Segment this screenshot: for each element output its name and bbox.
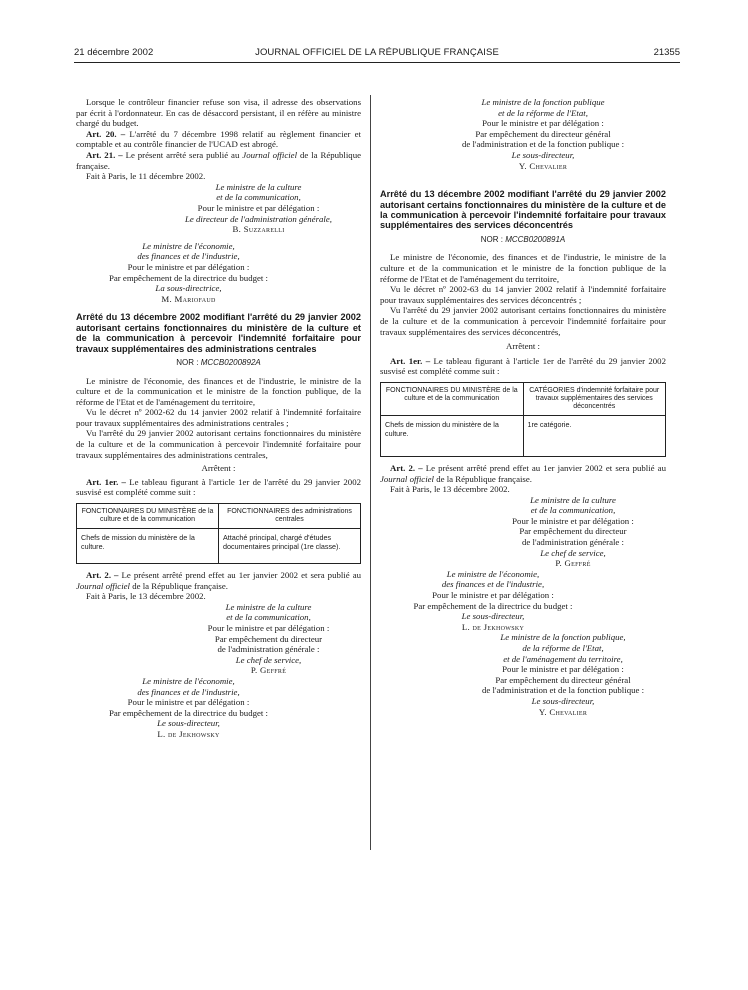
sig-line: Par empêchement de la directrice du budget : xyxy=(413,600,573,611)
sig-line: Le chef de service, xyxy=(540,547,606,558)
article-text: Le tableau figurant à l'article 1er de l'arrêté du 29 janvier 2002 susvisé est complété comme suit : xyxy=(76,476,361,498)
sig-line: La sous-directrice, xyxy=(155,283,222,294)
paragraph: Vu le décret nº 2002-62 du 14 janvier 2002 relatif à l'indemnité forfaitaire pour travaux supplémentaires des administrations centrales ; xyxy=(76,407,361,428)
signatory-name: M. Mariofaud xyxy=(161,293,216,304)
signatory-name: Y. Chevalier xyxy=(518,160,568,171)
sig-line: Par empêchement du directeur général xyxy=(475,128,611,139)
sig-line: Le sous-directeur, xyxy=(511,149,575,160)
table-row xyxy=(77,529,361,564)
signature-block xyxy=(76,241,361,305)
article-text: L'arrêté du 7 décembre 1998 relatif au règlement financier et comptable et au contrôle financier de l'UCAD est abrogé. xyxy=(76,128,362,150)
table-cell: 1re catégorie. xyxy=(523,415,666,456)
article-label: Art. 2. – xyxy=(86,570,119,581)
page-header xyxy=(74,47,680,61)
sig-line: Pour le ministre et par délégation : xyxy=(127,261,250,272)
sig-line: Le ministre de la fonction publique xyxy=(481,97,605,107)
left-column xyxy=(76,97,361,740)
journal-ref: Journal officiel xyxy=(76,580,130,591)
article-1 xyxy=(76,477,361,498)
article-label: Art. 2. – xyxy=(390,462,423,473)
nor-label: NOR : xyxy=(480,234,503,244)
sig-line: des finances et de l'industrie, xyxy=(137,686,240,697)
paragraph: Vu le décret nº 2002-63 du 14 janvier 2002 relatif à l'indemnité forfaitaire pour travaux supplémentaires des services déconcentrés ; xyxy=(380,284,666,305)
nor-label: NOR : xyxy=(176,357,199,367)
sig-line: Pour le ministre et par délégation : xyxy=(127,697,250,708)
sig-line: Pour le ministre et par délégation : xyxy=(207,623,330,633)
table-cell: Attaché principal, chargé d'études documentaires principal (1re classe). xyxy=(219,529,361,564)
sig-line: de la réforme de l'Etat, xyxy=(522,643,604,653)
article-label: Art. 1er. – xyxy=(86,476,126,487)
table-header: CATÉGORIES d'indemnité forfaitaire pour travaux supplémentaires des services déconcentrés xyxy=(523,382,666,415)
decree-title: Arrêté du 13 décembre 2002 modifiant l'arrêté du 29 janvier 2002 autorisant certains fonctionnaires du ministère de la culture et de la communication à percevoir l'indemnité forfaitaire pour travaux supplémentaires des administrations centrales xyxy=(76,312,361,354)
article-text: de la République française. xyxy=(436,473,532,484)
right-column xyxy=(380,97,666,717)
article-text: Le présent arrêté sera publié au xyxy=(125,149,240,160)
arretent: Arrêtent : xyxy=(506,341,540,352)
table-row xyxy=(381,415,666,456)
signatory-name: Y. Chevalier xyxy=(538,706,588,717)
signature-block xyxy=(380,495,666,569)
sig-line: de l'administration générale : xyxy=(522,537,624,548)
header-rule xyxy=(74,62,680,63)
sig-line: Le ministre de la fonction publique, xyxy=(500,632,626,643)
sig-line: Par empêchement de la directrice du budget : xyxy=(108,272,268,283)
article-text: de la République française. xyxy=(76,149,362,171)
sig-line: Le ministre de l'économie, xyxy=(446,568,540,579)
intro-paragraph: Lorsque le contrôleur financier refuse son visa, il adresse des observations par écrit à l'ordonnateur. En cas de désaccord persistant, il en réfère au ministre chargé du budget. xyxy=(76,97,361,129)
article-text: de la République française. xyxy=(132,580,228,591)
sig-line: Le directeur de l'administration générale, xyxy=(185,213,332,224)
sig-line: Le sous-directeur, xyxy=(157,718,220,729)
journal-ref: Journal officiel xyxy=(380,473,434,484)
decree-title: Arrêté du 13 décembre 2002 modifiant l'arrêté du 29 janvier 2002 autorisant certains fonctionnaires du ministère de la culture et de la communication à percevoir l'indemnité forfaitaire pour travaux supplémentaires des services déconcentrés xyxy=(380,189,666,231)
table-cell: Chefs de mission du ministère de la culture. xyxy=(381,415,524,456)
signatory-name: P. Geffré xyxy=(250,665,287,676)
sig-line: Par empêchement de la directrice du budget : xyxy=(108,707,268,718)
header-date: 21 décembre 2002 xyxy=(74,47,154,58)
sig-line: de l'administration et de la fonction publique : xyxy=(461,139,625,150)
signatory-name: L. de Jekhowsky xyxy=(461,621,525,632)
table-header: FONCTIONNAIRES DU MINISTÈRE de la culture et de la communication xyxy=(381,382,524,415)
sig-line: des finances et de l'industrie, xyxy=(441,579,545,590)
sig-line: de l'administration et de la fonction publique : xyxy=(481,685,645,696)
article-text: Le tableau figurant à l'article 1er de l'arrêté du 29 janvier 2002 susvisé est complété comme suit : xyxy=(380,355,666,377)
journal-ref: Journal officiel xyxy=(242,149,298,160)
sig-line: et de la communication, xyxy=(530,505,616,516)
article-label: Art. 1er. – xyxy=(390,355,431,366)
paragraph: Le ministre de l'économie, des finances et de l'industrie, le ministre de la culture et de la communication et le ministre de la fonction publique de la réforme de l'Etat et de l'aménagement du territoire, xyxy=(380,252,666,284)
fait-a-paris: Fait à Paris, le 11 décembre 2002. xyxy=(86,171,206,182)
paragraph: Vu l'arrêté du 29 janvier 2002 autorisant certains fonctionnaires du ministère de la culture et de la communication à percevoir l'indemnité forfaitaire pour travaux supplémentaires des administrations centrales, xyxy=(76,428,361,460)
sig-line: Le ministre de la culture xyxy=(530,494,616,505)
article-label: Art. 21. – xyxy=(86,149,123,160)
paragraph: Vu l'arrêté du 29 janvier 2002 autorisant certains fonctionnaires du ministère de la culture et de la communication à percevoir l'indemnité forfaitaire pour travaux supplémentaires des services déconcentrés, xyxy=(380,305,666,337)
sig-line: des finances et de l'industrie, xyxy=(137,251,240,262)
decree-table xyxy=(76,503,361,564)
table-header: FONCTIONNAIRES des administrations centrales xyxy=(219,504,361,529)
column-divider xyxy=(370,95,371,850)
signatory-name: P. Geffré xyxy=(555,558,591,569)
signature-block xyxy=(380,97,666,171)
sig-line: et de la réforme de l'Etat, xyxy=(498,107,588,118)
article-2 xyxy=(76,570,361,591)
article-text: Le présent arrêté prend effet au 1er janvier 2002 et sera publié au xyxy=(425,462,666,473)
nor-reference xyxy=(380,235,666,246)
sig-line: Par empêchement du directeur général xyxy=(495,674,631,685)
signature-block xyxy=(380,569,666,633)
sig-line: Le ministre de l'économie, xyxy=(142,675,235,686)
arretent: Arrêtent : xyxy=(201,463,236,474)
article-label: Art. 20. – xyxy=(86,128,126,139)
signature-block xyxy=(380,632,666,717)
sig-line: Le sous-directeur, xyxy=(461,611,525,622)
sig-line: Le ministre de la culture xyxy=(225,601,312,612)
decree-table xyxy=(380,382,666,457)
sig-line: Pour le ministre et par délégation : xyxy=(432,590,554,601)
table-cell: Chefs de mission du ministère de la culture. xyxy=(77,529,219,564)
sig-line: Par empêchement du directeur xyxy=(519,526,627,537)
journal-title: JOURNAL OFFICIEL DE LA RÉPUBLIQUE FRANÇAISE xyxy=(255,47,499,58)
fait-a-paris: Fait à Paris, le 13 décembre 2002. xyxy=(86,591,206,602)
sig-line: Le ministre de la culture xyxy=(215,181,302,192)
sig-line: Le chef de service, xyxy=(235,654,302,665)
table-header: FONCTIONNAIRES DU MINISTÈRE de la culture et de la communication xyxy=(77,504,219,529)
signatory-name: B. Suzzarelli xyxy=(232,224,285,235)
paragraph: Le ministre de l'économie, des finances et de l'industrie, le ministre de la culture et de la communication et le ministre de la fonction publique, de la réforme de l'Etat et de l'aménagement du territoire, xyxy=(76,375,361,407)
article-2 xyxy=(380,463,666,484)
signatory-name: L. de Jekhowsky xyxy=(157,728,220,739)
sig-line: Pour le ministre et par délégation : xyxy=(512,515,634,526)
page-number: 21355 xyxy=(653,47,680,58)
sig-line: Par empêchement du directeur xyxy=(214,633,323,644)
nor-reference xyxy=(76,358,361,369)
sig-line: de l'administration générale : xyxy=(217,644,320,655)
signature-block xyxy=(76,602,361,676)
article-text: Le présent arrêté prend effet au 1er janvier 2002 et sera publié au xyxy=(121,570,362,581)
sig-line: et de la communication, xyxy=(226,612,311,623)
sig-line: Pour le ministre et par délégation : xyxy=(482,118,604,129)
sig-line: Le ministre de l'économie, xyxy=(142,240,235,251)
sig-line: et de la communication, xyxy=(216,192,301,203)
sig-line: Pour le ministre et par délégation : xyxy=(502,664,624,675)
sig-line: Pour le ministre et par délégation : xyxy=(197,202,320,213)
sig-line: et de l'aménagement du territoire, xyxy=(503,653,623,664)
nor-code: MCCB0200892A xyxy=(200,357,261,367)
sig-line: Le sous-directeur, xyxy=(531,695,595,706)
nor-code: MCCB0200891A xyxy=(505,234,566,244)
signature-block xyxy=(76,182,361,235)
fait-a-paris: Fait à Paris, le 13 décembre 2002. xyxy=(390,484,510,495)
article-20 xyxy=(76,129,361,150)
article-1 xyxy=(380,356,666,377)
article-21 xyxy=(76,150,361,171)
signature-block xyxy=(76,676,361,740)
